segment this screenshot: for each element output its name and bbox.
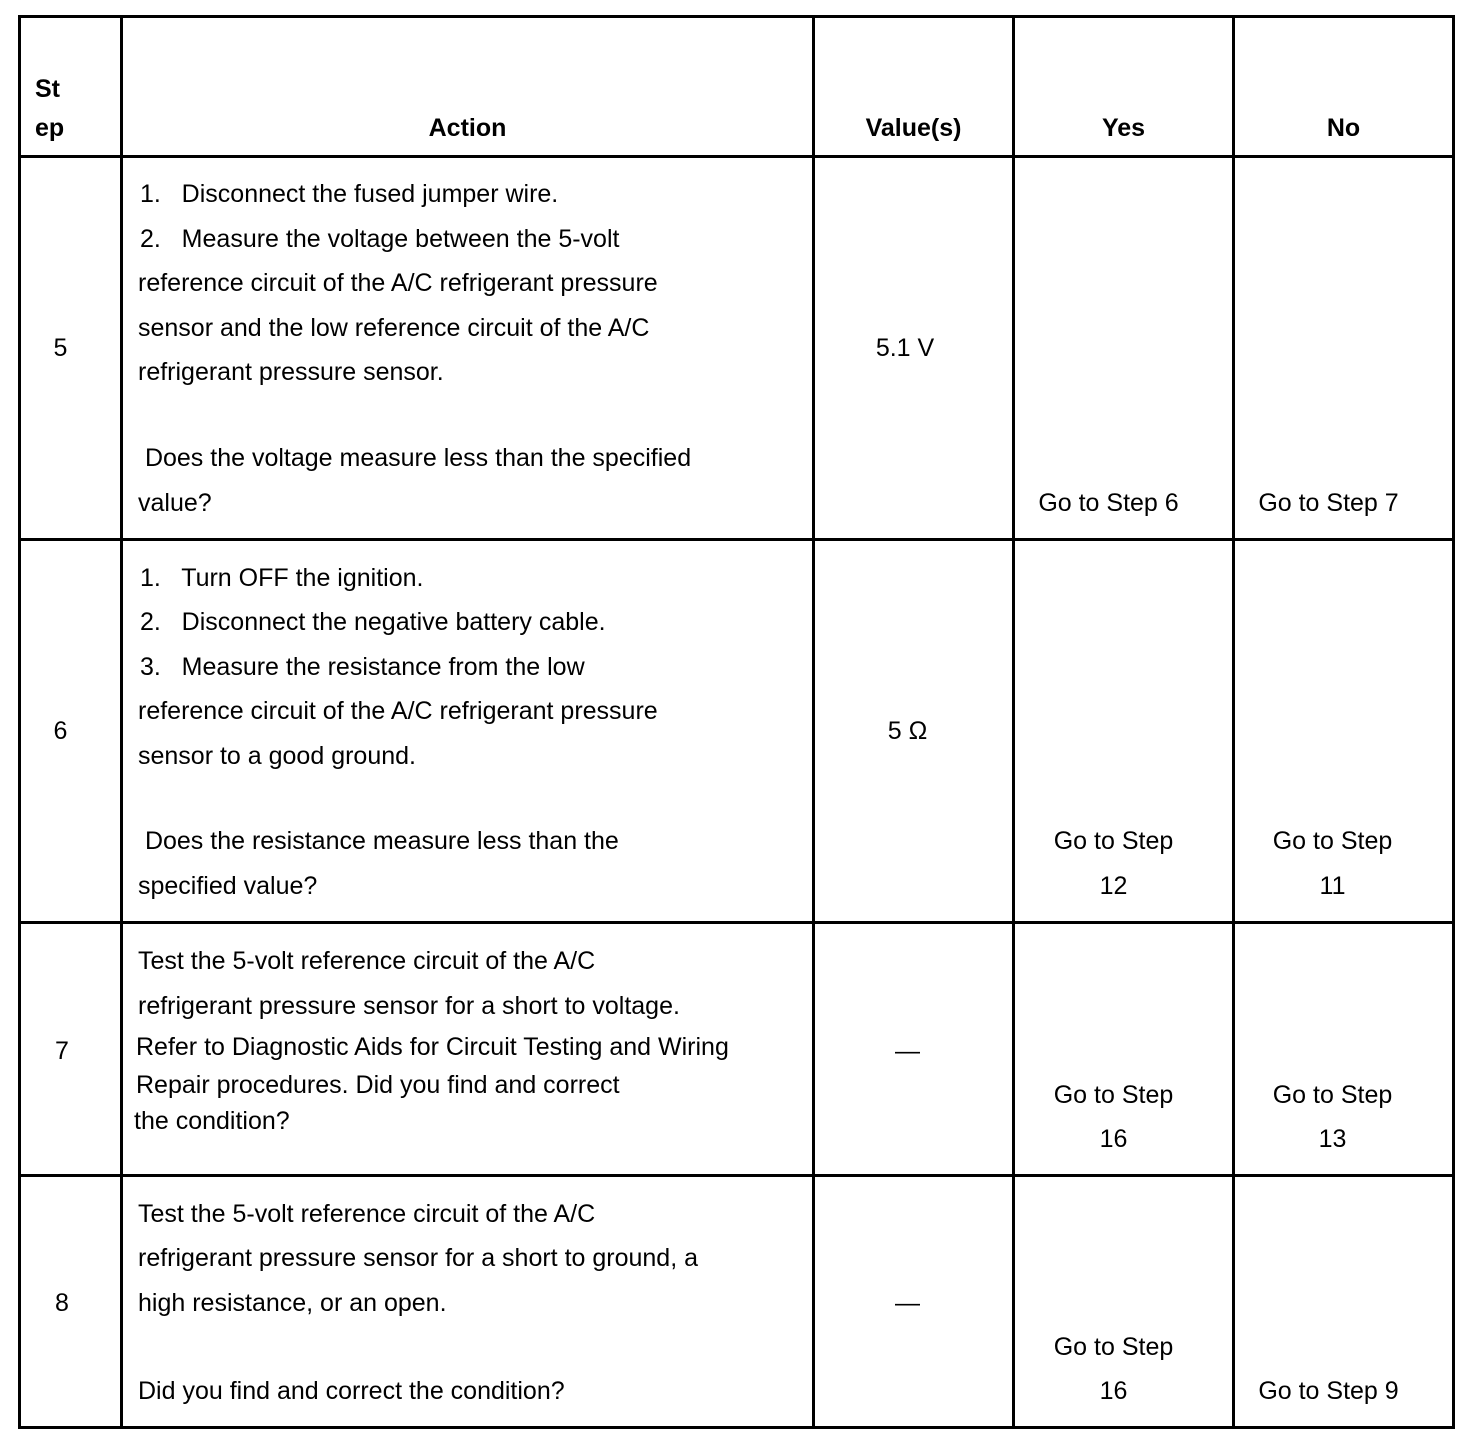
- column-divider: [1012, 15, 1015, 1429]
- action-line: sensor to a good ground.: [138, 742, 416, 770]
- action-line: refrigerant pressure sensor for a short to ground, a: [138, 1244, 699, 1272]
- step-number: 5: [53, 334, 68, 362]
- yes-target: Go to Step: [1053, 827, 1174, 855]
- column-divider: [120, 15, 123, 1429]
- value-cell: 5 Ω: [887, 717, 928, 745]
- yes-target: Go to Step: [1053, 1081, 1174, 1109]
- action-question: Does the voltage measure less than the specified: [138, 444, 692, 472]
- header-step-line-1: St: [35, 75, 60, 103]
- no-target: Go to Step 7: [1258, 489, 1399, 517]
- no-target: Go to Step 9: [1258, 1377, 1399, 1405]
- action-question: value?: [138, 489, 212, 517]
- value-cell: 5.1 V: [875, 334, 935, 362]
- yes-target: 16: [1099, 1125, 1128, 1153]
- no-target: Go to Step: [1272, 1081, 1393, 1109]
- yes-target: 12: [1099, 872, 1128, 900]
- action-line: reference circuit of the A/C refrigerant pressure: [138, 697, 658, 725]
- step-number: 6: [53, 717, 68, 745]
- action-line: refrigerant pressure sensor for a short to voltage.: [138, 992, 680, 1020]
- action-question: specified value?: [138, 872, 318, 900]
- row-divider: [18, 538, 1455, 541]
- yes-target: Go to Step: [1053, 1333, 1174, 1361]
- action-line: 1. Turn OFF the ignition.: [140, 564, 424, 592]
- yes-target: Go to Step 6: [1038, 489, 1179, 517]
- row-divider: [18, 921, 1455, 924]
- no-target: 11: [1319, 872, 1346, 900]
- header-step-line-2: ep: [35, 114, 65, 142]
- header-values: Value(s): [865, 114, 962, 142]
- action-question: Does the resistance measure less than the: [138, 827, 619, 855]
- action-line: reference circuit of the A/C refrigerant pressure: [138, 269, 658, 297]
- yes-target: 16: [1099, 1377, 1128, 1405]
- action-line: 3. Measure the resistance from the low: [140, 653, 585, 681]
- action-line: Refer to Diagnostic Aids for Circuit Testing and Wiring: [136, 1033, 729, 1061]
- action-line: Test the 5-volt reference circuit of the A/C: [138, 947, 596, 975]
- row-divider: [18, 1174, 1455, 1177]
- action-line: Test the 5-volt reference circuit of the A/C: [138, 1200, 596, 1228]
- no-target: Go to Step: [1272, 827, 1393, 855]
- header-action: Action: [428, 114, 507, 142]
- value-cell: —: [895, 1037, 920, 1065]
- step-number: 7: [55, 1037, 69, 1065]
- action-line: high resistance, or an open.: [138, 1289, 447, 1317]
- action-line: 2. Measure the voltage between the 5-volt: [140, 225, 620, 253]
- table-border-bottom: [18, 1426, 1455, 1429]
- no-target: 13: [1318, 1125, 1347, 1153]
- header-no: No: [1326, 114, 1361, 142]
- action-line: 1. Disconnect the fused jumper wire.: [140, 180, 559, 208]
- action-line: sensor and the low reference circuit of the A/C: [138, 314, 650, 342]
- table-border-right: [1452, 15, 1455, 1429]
- action-line: 2. Disconnect the negative battery cable.: [140, 608, 606, 636]
- value-cell: —: [895, 1289, 920, 1317]
- table-border-top: [18, 15, 1455, 18]
- action-line: the condition?: [134, 1107, 290, 1135]
- header-yes: Yes: [1101, 114, 1146, 142]
- action-question: Did you find and correct the condition?: [138, 1377, 565, 1405]
- action-line: Repair procedures. Did you find and correct: [136, 1071, 620, 1099]
- action-line: refrigerant pressure sensor.: [138, 358, 444, 386]
- step-number: 8: [55, 1289, 69, 1317]
- column-divider: [1232, 15, 1235, 1429]
- row-divider: [18, 155, 1455, 158]
